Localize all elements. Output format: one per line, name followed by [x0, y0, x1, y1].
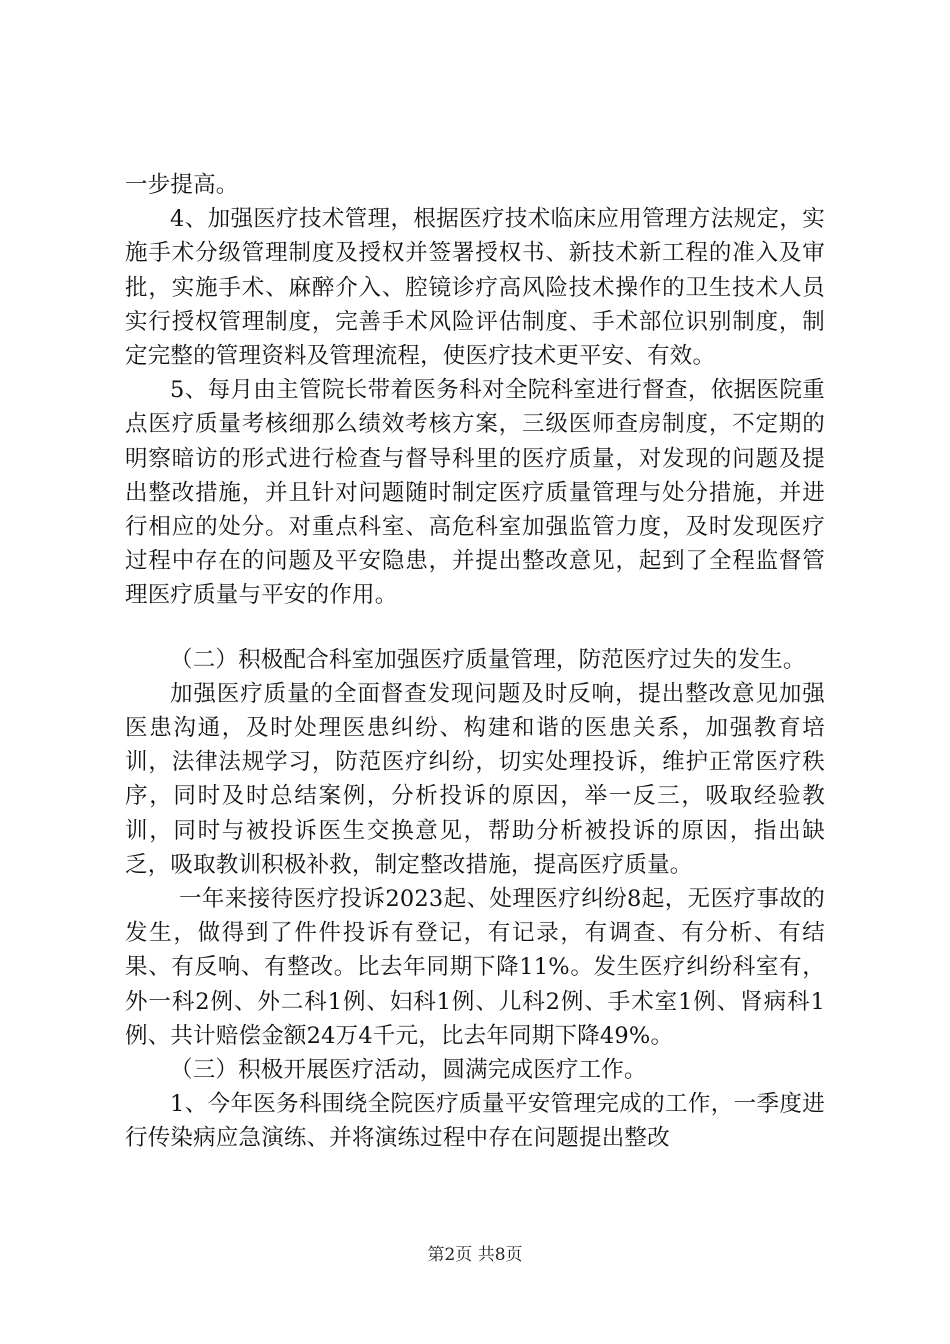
- paragraph-quality-supervision: 加强医疗质量的全面督查发现问题及时反响，提出整改意见加强医患沟通，及时处理医患纠纷、构建和谐的医患关系，加强教育培训，法律法规学习，防范医疗纠纷，切实处理投诉，维护正常医疗秩序，同时及时总结案例，分析投诉的原因，举一反三，吸取经验教训，同时与被投诉医生交换意见，帮助分析被投诉的原因，指出缺乏，吸取教训积极补救，制定整改措施，提高医疗质量。: [125, 680, 825, 878]
- document-body: [125, 168, 825, 1156]
- paragraph-item-1: 1、今年医务科围绕全院医疗质量平安管理完成的工作，一季度进行传染病应急演练、并将演练过程中存在问题提出整改: [125, 1091, 825, 1152]
- paragraph-continuation: 一步提高。: [125, 172, 239, 198]
- paragraph-complaint-stats: 一年来接待医疗投诉2023起、处理医疗纠纷8起，无医疗事故的发生，做得到了件件投诉有登记，有记录，有调查、有分析、有结果、有反响、有整改。比去年同期下降11%。发生医疗纠纷科室有，外一科2例、外二科1例、妇科1例、儿科2例、手术室1例、肾病科1例、共计赔偿金额24万4千元，比去年同期下降49%。: [125, 886, 825, 1049]
- paragraph-item-4: 4、加强医疗技术管理，根据医疗技术临床应用管理方法规定，实施手术分级管理制度及授权并签署授权书、新技术新工程的准入及审批，实施手术、麻醉介入、腔镜诊疗高风险技术操作的卫生技术人员实行授权管理制度，完善手术风险评估制度、手术部位识别制度，制定完整的管理资料及管理流程，使医疗技术更平安、有效。: [125, 206, 825, 370]
- paragraph-item-5: 5、每月由主管院长带着医务科对全院科室进行督查，依据医院重点医疗质量考核细那么绩效考核方案，三级医师查房制度，不定期的明察暗访的形式进行检查与督导科里的医疗质量，对发现的问题及提出整改措施，并且针对问题随时制定医疗质量管理与处分措施，并进行相应的处分。对重点科室、高危科室加强监管力度，及时发现医疗过程中存在的问题及平安隐患，并提出整改意见，起到了全程监督管理医疗质量与平安的作用。: [125, 377, 825, 609]
- section-heading-2: （二）积极配合科室加强医疗质量管理，防范医疗过失的发生。: [170, 646, 806, 673]
- page-footer: 第2页 共8页: [427, 1245, 523, 1265]
- section-heading-3: （三）积极开展医疗活动，圆满完成医疗工作。: [170, 1057, 647, 1084]
